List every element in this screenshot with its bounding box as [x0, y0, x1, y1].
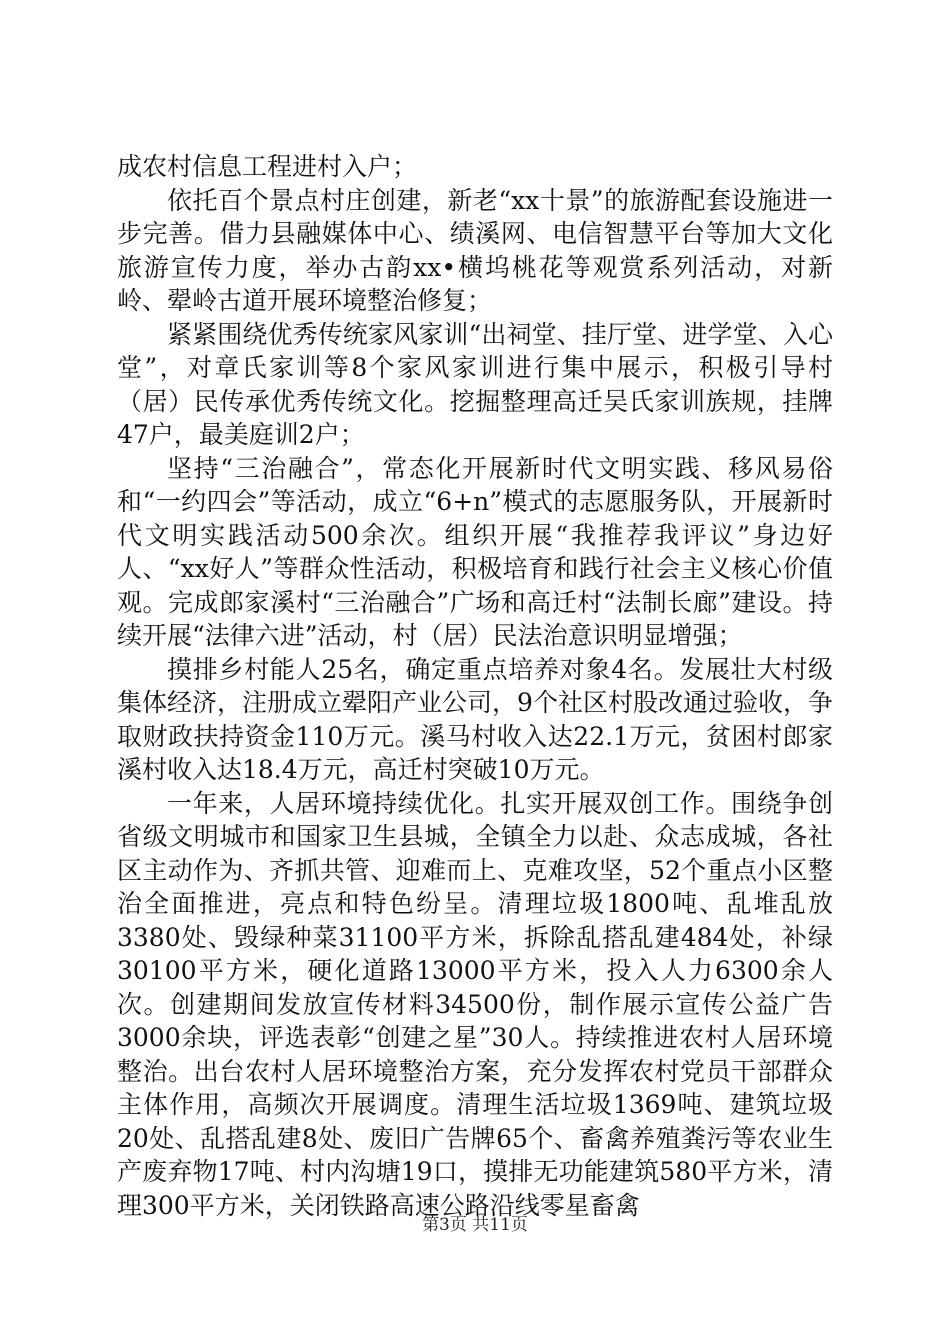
paragraph-continuation: 成农村信息工程进村入户；: [117, 152, 418, 181]
paragraph-tourism: 依托百个景点村庄创建，新老“xx十景”的旅游配套设施进一步完善。借力县融媒体中心、绩溪网、电信智慧平台等加大文化旅游宣传力度，举办古韵xx•横坞桃花等观赏系列活动，对新岭、翚岭古道开展环境整治修复；: [117, 185, 833, 315]
paragraph-civilization-practice: 坚持“三治融合”，常态化开展新时代文明实践、移风易俗和“一约四会”等活动，成立“6+n”模式的志愿服务队，开展新时代文明实践活动500余次。组织开展“我推荐我评议”身边好人、“xx好人”等群众性活动，积极培育和践行社会主义核心价值观。完成郎家溪村“三治融合”广场和高迁村“法制长廊”建设。持续开展“法律六进”活动，村（居）民法治意识明显增强；: [117, 453, 833, 650]
paragraph-family-tradition: 紧紧围绕优秀传统家风家训“出祠堂、挂厅堂、进学堂、入心堂”，对章氏家训等8个家风家训进行集中展示，积极引导村（居）民传承优秀传统文化。挖掘整理高迁吴氏家训族规，挂牌47户，最美庭训2户；: [117, 319, 833, 449]
paragraph-living-environment: 一年来，人居环境持续优化。扎实开展双创工作。围绕争创省级文明城市和国家卫生县城，全镇全力以赴、众志成城，各社区主动作为、齐抓共管、迎难而上、克难攻坚，52个重点小区整治全面推进，亮点和特色纷呈。清理垃圾1800吨、乱堆乱放3380处、毁绿种菜31100平方米，拆除乱搭乱建484处，补绿30100平方米，硬化道路13000平方米，投入人力6300余人次。创建期间发放宣传材料34500份，制作展示宣传公益广告3000余块，评选表彰“创建之星”30人。持续推进农村人居环境整治。出台农村人居环境整治方案，充分发挥农村党员干部群众主体作用，高频次开展调度。清理生活垃圾1369吨、建筑垃圾20处、乱搭乱建8处、废旧广告牌65个、畜禽养殖粪污等农业生产废弃物17吨、村内沟塘19口，摸排无功能建筑580平方米，清理300平方米，关闭铁路高速公路沿线零星畜禽: [117, 788, 833, 1220]
paragraph-rural-talent: 摸排乡村能人25名，确定重点培养对象4名。发展壮大村级集体经济，注册成立翚阳产业公司，9个社区村股改通过验收，争取财政扶持资金110万元。溪马村收入达22.1万元，贫困村郎家溪村收入达18.4万元，高迁村突破10万元。: [117, 654, 833, 784]
document-body: [117, 150, 833, 1222]
page-footer: 第3页 共11页: [422, 1215, 528, 1235]
